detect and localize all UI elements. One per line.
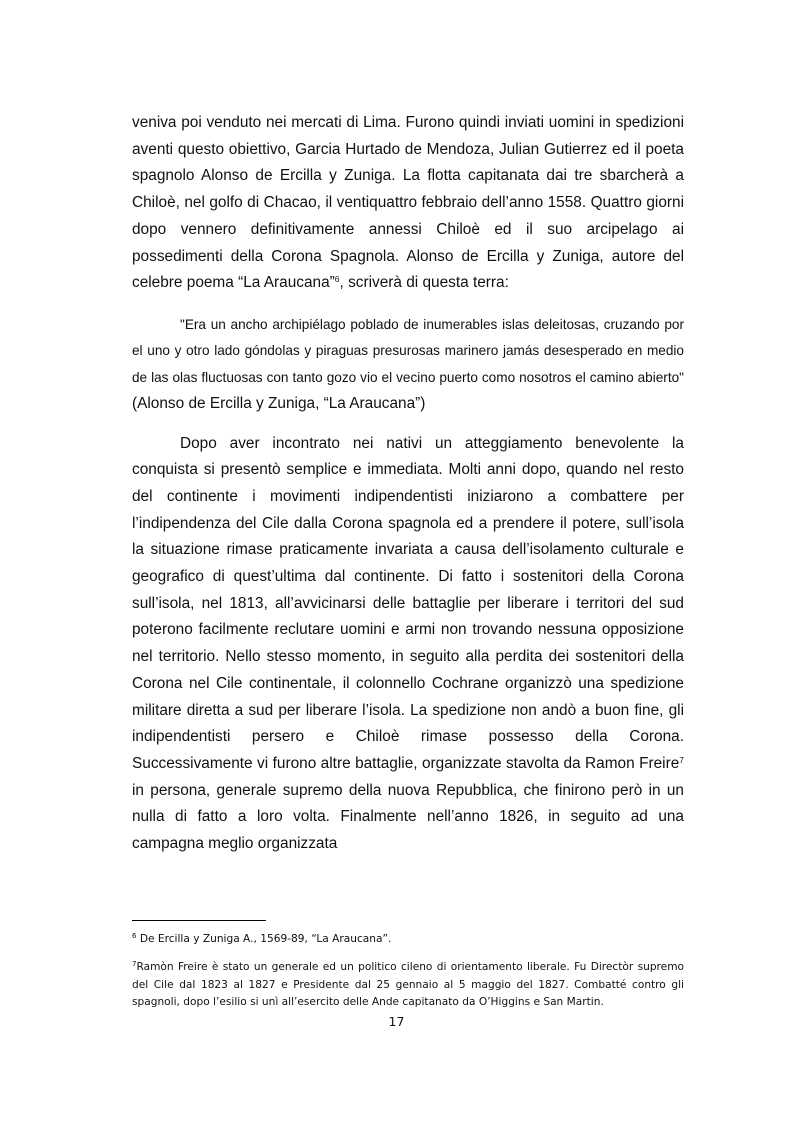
footnote-7 (132, 959, 684, 1011)
footnote-ref-7[interactable]: 7 (679, 754, 684, 765)
page-number: 17 (388, 1014, 405, 1029)
block-quote (132, 312, 684, 418)
footnote-mark: 6 (132, 932, 137, 940)
footnote-mark: 7 (132, 960, 137, 969)
footnote-text: De Ercilla y Zuniga A., 1569-89, “La Araucana”. (136, 933, 392, 945)
paragraph-2-text: Dopo aver incontrato nei nativi un atteggiamento benevolente la conquista si presentò semplice e immediata. Molti anni dopo, quando nel resto del continente i movimenti indipendentisti iniziarono a combattere per l’indipendenza del Cile dalla Corona spagnola ed a prendere il potere, sull’isola la situazione rimase praticamente invariata a causa dell’isolamento culturale e geografico di quest’ultima dal continente. Di fatto i sostenitori della Corona sull’isola, nel 1813, all’avvicinarsi delle battaglie per liberare i territori del sud poterono facilmente reclutare uomini e armi non trovando nessuna opposizione nel territorio. Nello stesso momento, in seguito alla perdita dei sostenitori della Corona nel Cile continentale, il colonnello Cochrane organizzò una spedizione militare diretta a sud per liberare l’isola. La spedizione non andò a buon fine, gli indipendentisti persero e Chiloè rimase possesso della Corona. Successivamente vi furono altre battaglie, organizzate stavolta da Ramon Freire (132, 434, 684, 772)
paragraph-1 (132, 110, 684, 297)
paragraph-1-text: veniva poi venduto nei mercati di Lima. Furono quindi inviati uomini in spedizioni aventi questo obiettivo, Garcia Hurtado de Mendoza, Julian Gutierrez ed il poeta spagnolo Alonso de Ercilla y Zuniga. La flotta capitanata dai tre sbarcherà a Chiloè, nel golfo di Chacao, il ventiquattro febbraio dell’anno 1558. Quattro giorni dopo vennero definitivamente annessi Chiloè ed il suo arcipelago ai possedimenti della Corona Spagnola. Alonso de Ercilla y Zuniga, autore del celebre poema “La Araucana” (132, 114, 684, 292)
quote-text: "Era un ancho archipiélago poblado de inumerables islas deleitosas, cruzando por el uno y otro lado góndolas y piraguas presurosas marinero jamás desesperado en medio de las olas fluctuosas con tanto gozo vio el vecino puerto como nosotros el camino abierto" (132, 316, 684, 385)
footnotes (132, 931, 684, 1011)
quote-citation: (Alonso de Ercilla y Zuniga, “La Araucana”) (132, 395, 426, 413)
paragraph-2-tail: in persona, generale supremo della nuova Repubblica, che finirono però in un nulla di fatto a loro volta. Finalmente nell’anno 1826, in seguito ad una campagna meglio organizzata (132, 781, 684, 853)
paragraph-2 (132, 431, 684, 858)
footnote-text: Ramòn Freire è stato un generale ed un politico cileno di orientamento liberale. Fu Directòr supremo del Cile dal 1823 al 1827 e Presidente dal 25 gennaio al 5 maggio del 1827. Combatté contro gli spagnoli, dopo l’esilio si unì all’esercito delle Ande capitanato da O’Higgins e San Martin. (132, 961, 684, 1008)
footnote-6 (132, 931, 684, 948)
footnote-ref-6[interactable]: 6 (334, 274, 340, 285)
paragraph-1-tail: , scriverà di questa terra: (339, 274, 509, 292)
body-text (132, 110, 684, 858)
footnote-separator (132, 920, 266, 921)
